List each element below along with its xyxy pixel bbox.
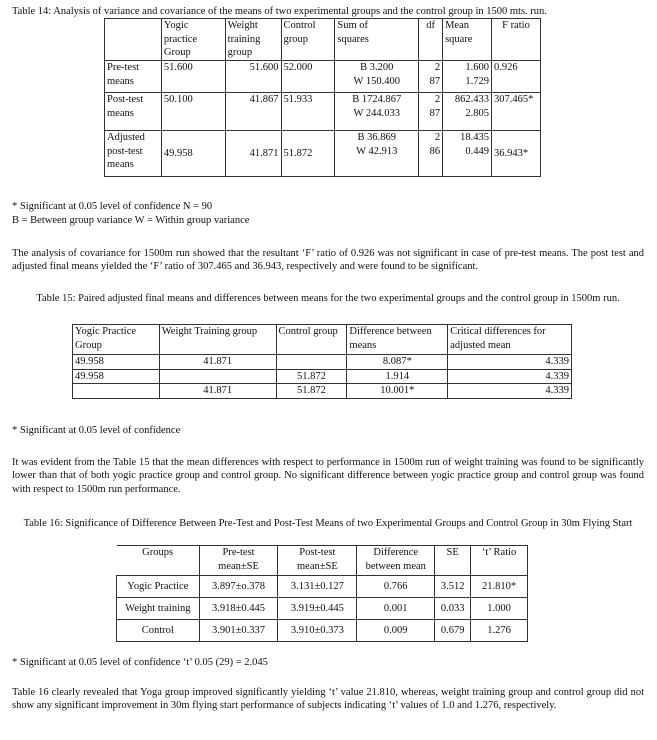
header-line: Post-test — [299, 547, 336, 558]
sum-line: B 1724.867 — [352, 94, 402, 105]
table16-row — [117, 620, 528, 642]
sum-line: B 3.200 — [360, 62, 394, 73]
header-line: Control — [283, 20, 316, 31]
label-line: means — [107, 75, 134, 87]
df-line: 86 — [429, 145, 441, 157]
cell: 3.910±0.373 — [278, 620, 357, 642]
header-line: ‘t’ Ratio — [481, 547, 517, 558]
header-line: Difference — [373, 547, 419, 558]
table16-header-groups — [117, 546, 200, 576]
table15-paragraph: It was evident from the Table 15 that the mean differences with respect to performance in 1500m run of weight training was found to be significantly lower than that of both yogic practice group and control group. No significant difference between yogic practice group and control group was found with respect to 1500m run performance. — [12, 457, 644, 495]
header-line: means — [349, 339, 377, 351]
sum-line: B 36.869 — [357, 132, 397, 143]
cell-f: 36.943* — [491, 131, 540, 177]
table14-header-control — [281, 19, 335, 61]
table14-header-df: df — [419, 19, 443, 61]
header-line: mean±SE — [218, 560, 259, 572]
label-line: Pre-test — [107, 62, 140, 73]
cell: 3.512 — [435, 576, 471, 598]
table14-header-sum — [335, 19, 419, 61]
table14-note1: * Significant at 0.05 level of confidence N = 90 — [12, 201, 213, 212]
label-line: Adjusted — [107, 132, 145, 143]
table14-header-row — [105, 19, 541, 61]
header-line: Sum of — [337, 20, 369, 31]
df-line: 87 — [429, 107, 441, 119]
table14-header-mean — [443, 19, 492, 61]
table16-note: * Significant at 0.05 level of confidence ‘t’ 0.05 (29) = 2.045 — [12, 657, 268, 668]
cell-df — [419, 61, 443, 93]
cell-sum — [335, 131, 419, 177]
cell: 8.087* — [347, 355, 448, 370]
cell: 4.339 — [448, 369, 572, 384]
table15-row — [73, 384, 572, 399]
header-line: Group — [75, 339, 102, 351]
table16-header-difference — [357, 546, 435, 576]
header-line: Yogic Practice — [75, 326, 137, 337]
cell: 49.958 — [73, 369, 160, 384]
header-line: Difference between — [349, 326, 432, 337]
table15-header-control — [276, 325, 347, 355]
table14-row — [105, 61, 541, 93]
table15-row — [73, 355, 572, 370]
cell-yogic: 49.958 — [161, 131, 225, 177]
table16-header-row — [117, 546, 528, 576]
header-line: group — [283, 33, 309, 45]
cell-sum — [335, 61, 419, 93]
table14 — [104, 18, 541, 177]
cell: 51.872 — [276, 369, 347, 384]
table15-header-difference — [347, 325, 448, 355]
table16-header-tratio — [471, 546, 528, 576]
cell-group: Weight training — [117, 598, 200, 620]
sum-line: W 244.033 — [353, 107, 400, 119]
table14-header-blank — [105, 19, 162, 61]
table16-row — [117, 576, 528, 598]
table14-header-yogic — [161, 19, 225, 61]
cell: 21.810* — [471, 576, 528, 598]
cell-mean — [443, 131, 492, 177]
table16-header-se — [435, 546, 471, 576]
table14-row — [105, 93, 541, 131]
cell-control: 51.872 — [281, 131, 335, 177]
cell-weight: 51.600 — [225, 61, 281, 93]
mean-line: 1.600 — [465, 62, 489, 73]
cell: 1.914 — [347, 369, 448, 384]
header-line: mean±SE — [297, 560, 338, 572]
table16 — [116, 545, 528, 642]
cell: 0.001 — [357, 598, 435, 620]
cell-weight: 41.871 — [225, 131, 281, 177]
table15-caption: Table 15: Paired adjusted final means and differences between means for the two experimental groups and the control group in 1500m run. — [36, 293, 620, 304]
table14-header-weight — [225, 19, 281, 61]
cell: 3.919±0.445 — [278, 598, 357, 620]
header-line: Group — [163, 47, 191, 59]
table15 — [72, 324, 572, 399]
cell-df — [419, 131, 443, 177]
cell: 51.872 — [276, 384, 347, 399]
header-line: between mean — [365, 560, 426, 572]
cell: 4.339 — [448, 384, 572, 399]
cell-f: 307.465* — [491, 93, 540, 131]
table14-caption: Table 14: Analysis of variance and covariance of the means of two experimental groups and the control group in 1500 mts. run. — [12, 6, 547, 17]
cell-group: Control — [117, 620, 200, 642]
cell: 3.131±0.127 — [278, 576, 357, 598]
table15-header-weight — [159, 325, 276, 355]
table15-header-critical — [448, 325, 572, 355]
header-line: adjusted mean — [450, 339, 511, 351]
mean-line: 2.805 — [465, 107, 489, 119]
table16-row — [117, 598, 528, 620]
cell-control: 51.933 — [281, 93, 335, 131]
table15-header-row — [73, 325, 572, 355]
mean-line: 18.435 — [460, 132, 489, 143]
table15-header-yogic — [73, 325, 160, 355]
df-line: 2 — [434, 62, 441, 73]
cell: 41.871 — [159, 355, 276, 370]
header-line: SE — [446, 547, 459, 558]
table14-row — [105, 131, 541, 177]
header-line: Weight Training group — [161, 326, 258, 337]
table16-header-posttest — [278, 546, 357, 576]
table16-paragraph: Table 16 clearly revealed that Yoga group improved significantly yielding ‘t’ value 21.810, whereas, weight training group and control group did not show any significant improvement in 30m flying start performance of subjects indicating ‘t’ values of 1.0 and 1.276, respectively. — [12, 687, 644, 712]
sum-line: W 150.400 — [353, 75, 400, 87]
df-line: 2 — [434, 132, 441, 143]
sum-line: W 42.913 — [356, 145, 398, 157]
header-line: training — [227, 33, 261, 45]
mean-line: 0.449 — [465, 145, 489, 157]
cell-weight: 41.867 — [225, 93, 281, 131]
table16-caption: Table 16: Significance of Difference Between Pre-Test and Post-Test Means of two Experimental Groups and Control Group in 30m Flying Start — [23, 518, 633, 529]
cell — [276, 355, 347, 370]
cell: 0.009 — [357, 620, 435, 642]
mean-line: 862.433 — [454, 94, 489, 105]
row-label — [105, 131, 162, 177]
cell: 3.897±o.378 — [199, 576, 278, 598]
cell-f: 0.926 — [491, 61, 540, 93]
label-line: Post-test — [107, 94, 144, 105]
cell-mean — [443, 61, 492, 93]
cell: 49.958 — [73, 355, 160, 370]
df-line: 2 — [434, 94, 441, 105]
header-line: Control group — [278, 326, 338, 337]
header-line: group — [227, 47, 253, 59]
cell: 10.001* — [347, 384, 448, 399]
label-line: means — [107, 159, 134, 171]
cell: 41.871 — [159, 384, 276, 399]
cell-yogic: 50.100 — [161, 93, 225, 131]
cell — [159, 369, 276, 384]
header-line: square — [445, 33, 473, 45]
table14-paragraph: The analysis of covariance for 1500m run showed that the resultant ‘F’ ratio of 0.926 was not significant in case of pre-test means. The post test and adjusted final means yielded the ‘F’ ratio of 307.465 and 36.943, respectively and were found to be significant. — [12, 248, 644, 273]
header-line: Weight — [227, 20, 258, 31]
df-line: 87 — [429, 75, 441, 87]
row-label — [105, 61, 162, 93]
table15-note: * Significant at 0.05 level of confidence — [12, 425, 181, 436]
cell-mean — [443, 93, 492, 131]
cell: 3.918±0.445 — [199, 598, 278, 620]
header-line: practice — [163, 33, 198, 45]
header-line: Yogic — [163, 20, 189, 31]
header-line: squares — [337, 33, 369, 45]
table14-note2: B = Between group variance W = Within group variance — [12, 215, 250, 226]
cell-sum — [335, 93, 419, 131]
row-label — [105, 93, 162, 131]
cell: 3.901±0.337 — [199, 620, 278, 642]
header-line: Critical differences for — [450, 326, 546, 337]
label-line: post-test — [107, 145, 143, 157]
header-line: Groups — [142, 547, 174, 558]
cell: 0.766 — [357, 576, 435, 598]
cell — [73, 384, 160, 399]
cell: 1.000 — [471, 598, 528, 620]
cell-yogic: 51.600 — [161, 61, 225, 93]
cell: 1.276 — [471, 620, 528, 642]
header-line: Mean — [445, 20, 469, 31]
table14-header-fratio: F ratio — [491, 19, 540, 61]
cell: 4.339 — [448, 355, 572, 370]
table16-header-pretest — [199, 546, 278, 576]
cell-df — [419, 93, 443, 131]
label-line: means — [107, 107, 134, 119]
cell: 0.033 — [435, 598, 471, 620]
cell-group: Yogic Practice — [117, 576, 200, 598]
mean-line: 1.729 — [465, 75, 489, 87]
cell-control: 52.000 — [281, 61, 335, 93]
cell: 0.679 — [435, 620, 471, 642]
table15-row — [73, 369, 572, 384]
header-line: Pre-test — [222, 547, 255, 558]
